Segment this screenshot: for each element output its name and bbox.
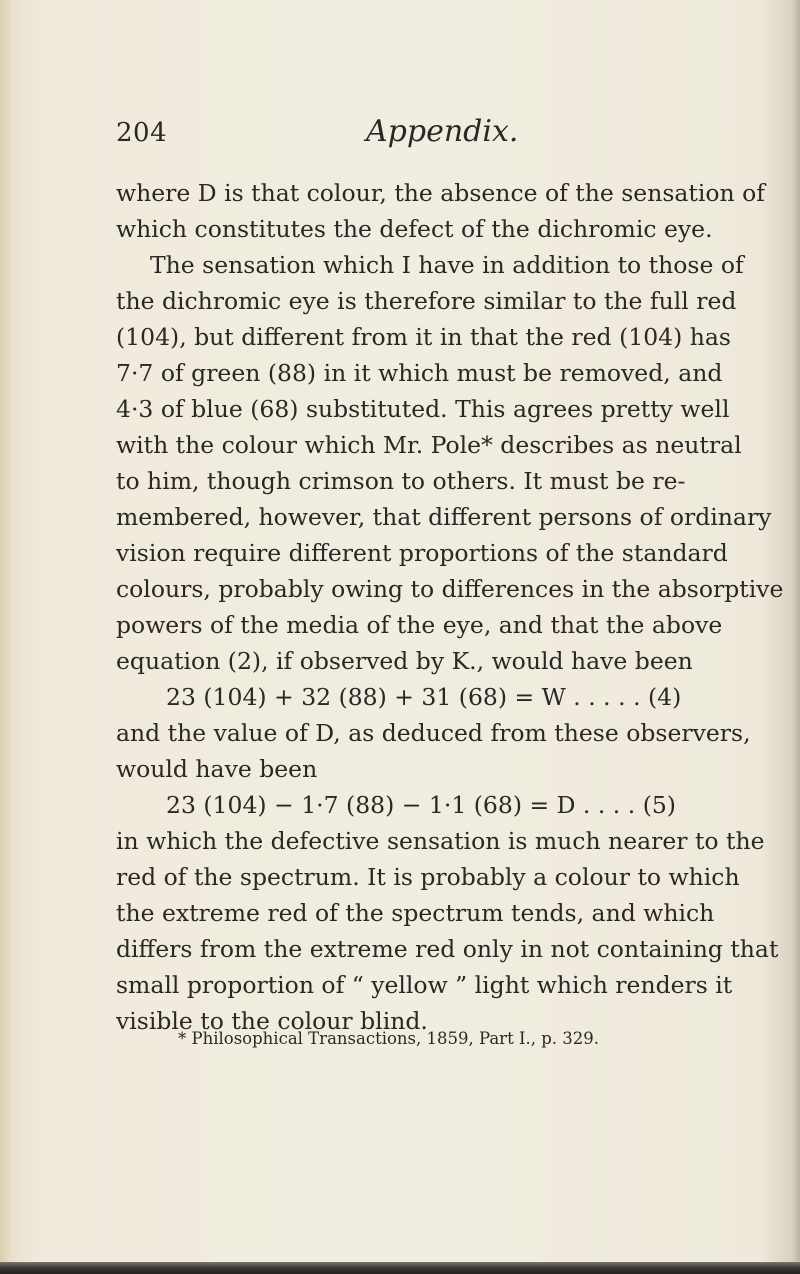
text-line: (104), but different from it in that the red (104) has bbox=[116, 323, 731, 351]
text-line: and the value of D, as deduced from these observers, bbox=[116, 719, 751, 747]
text-line: in which the defective sensation is much nearer to the bbox=[116, 827, 765, 855]
equation-5: 23 (104) − 1·7 (88) − 1·1 (68) = D . . . . (5) bbox=[166, 791, 676, 819]
text-line: differs from the extreme red only in not containing that bbox=[116, 935, 779, 963]
text-line: to him, though crimson to others. It must be re- bbox=[116, 467, 686, 495]
text-line: 4·3 of blue (68) substituted. This agrees pretty well bbox=[116, 395, 730, 423]
page-right-edge bbox=[792, 0, 800, 1274]
text-line: with the colour which Mr. Pole* describes as neutral bbox=[116, 431, 742, 459]
equation-4: 23 (104) + 32 (88) + 31 (68) = W . . . . . (4) bbox=[166, 683, 682, 711]
text-line: vision require different proportions of the standard bbox=[116, 539, 728, 567]
text-line: 7·7 of green (88) in it which must be removed, and bbox=[116, 359, 723, 387]
body-text bbox=[116, 175, 784, 1039]
footnote: * Philosophical Transactions, 1859, Part I., p. 329. bbox=[178, 1029, 599, 1048]
text-line: red of the spectrum. It is probably a colour to which bbox=[116, 863, 740, 891]
text-line: equation (2), if observed by K., would have been bbox=[116, 647, 693, 675]
page-number: 204 bbox=[116, 118, 168, 148]
running-head: Appendix. bbox=[366, 114, 519, 149]
text-line: where D is that colour, the absence of the sensation of bbox=[116, 179, 765, 207]
page-header bbox=[116, 114, 716, 158]
text-line: the extreme red of the spectrum tends, and which bbox=[116, 899, 715, 927]
text-line: the dichromic eye is therefore similar to the full red bbox=[116, 287, 737, 315]
page-left-margin-shadow bbox=[0, 0, 14, 1274]
text-line: powers of the media of the eye, and that the above bbox=[116, 611, 723, 639]
page-bottom-edge bbox=[0, 1262, 800, 1274]
text-line: small proportion of “ yellow ” light which renders it bbox=[116, 971, 733, 999]
text-line: which constitutes the defect of the dichromic eye. bbox=[116, 215, 713, 243]
text-line: colours, probably owing to differences in the absorptive bbox=[116, 575, 784, 603]
text-line: would have been bbox=[116, 755, 318, 783]
text-line: The sensation which I have in addition to those of bbox=[150, 251, 744, 279]
text-line: membered, however, that different persons of ordinary bbox=[116, 503, 772, 531]
text-line: visible to the colour blind. bbox=[116, 1007, 428, 1035]
